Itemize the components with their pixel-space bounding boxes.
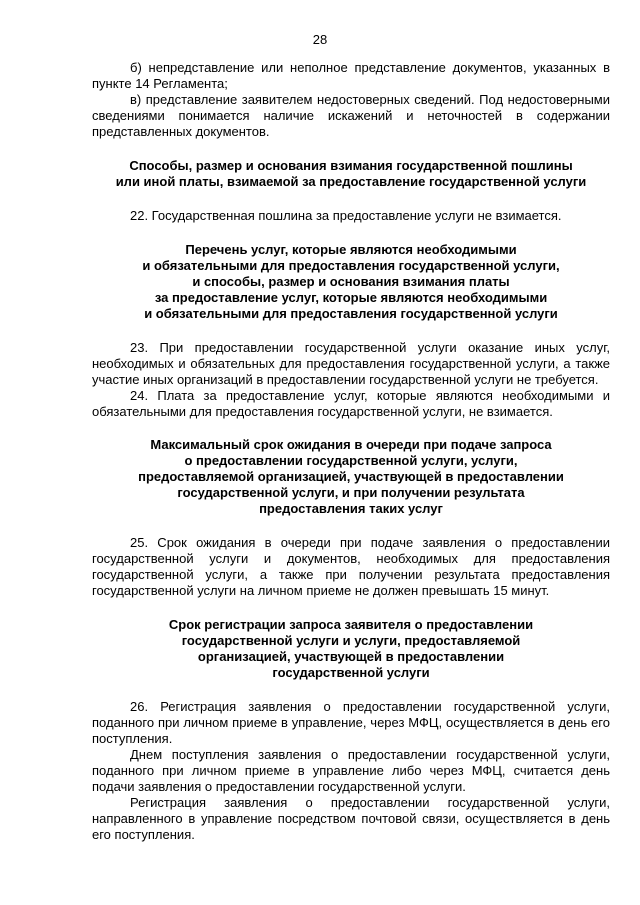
paragraph-25: 25. Срок ожидания в очереди при подаче заявления о предоставлении государственной услуги и документов, необходимых для предоставления государственной услуги, а также при получении результата предоставления государственной услуги на личном приеме не должен превышать 15 минут. (92, 535, 610, 598)
heading-line: Перечень услуг, которые являются необходимыми (185, 242, 517, 257)
paragraph-26: 26. Регистрация заявления о предоставлении государственной услуги, поданного при личном приеме в управление, через МФЦ, осуществляется в день его поступления. (92, 699, 610, 746)
page-number: 28 (312, 32, 328, 47)
heading-line: о предоставлении государственной услуги, услуги, (184, 453, 518, 468)
heading-registration-time (92, 617, 610, 681)
heading-line: предоставляемой организацией, участвующей в предоставлении (138, 469, 564, 484)
heading-fees (92, 158, 610, 190)
heading-line: и способы, размер и основания взимания платы (192, 274, 510, 289)
heading-line: Срок регистрации запроса заявителя о предоставлении (168, 617, 534, 632)
paragraph-24: 24. Плата за предоставление услуг, которые являются необходимыми и обязательными для предоставления государственной услуги, не взимается. (92, 388, 610, 419)
heading-line: Максимальный срок ожидания в очереди при подаче запроса (150, 437, 552, 452)
heading-line: государственной услуги, и при получении результата (177, 485, 525, 500)
paragraph-23: 23. При предоставлении государственной услуги оказание иных услуг, необходимых и обязательных для предоставления государственной услуги, а также участие иных организаций в предоставлении государственной услуги не требуется. (92, 340, 610, 387)
heading-line: предоставления таких услуг (259, 501, 443, 516)
heading-line: и обязательными для предоставления государственной услуги, (142, 258, 560, 273)
paragraph-26-receipt-day: Днем поступления заявления о предоставлении государственной услуги, поданного при личном приеме в управление либо через МФЦ, считается день подачи заявления о предоставлении государственной услуги. (92, 747, 610, 794)
heading-line: государственной услуги и услуги, предоставляемой (181, 633, 521, 648)
paragraph-b: б) непредставление или неполное представление документов, указанных в пункте 14 Регламента; (92, 60, 610, 91)
heading-line: государственной услуги (272, 665, 430, 680)
heading-queue-time (92, 437, 610, 517)
document-body (92, 60, 610, 843)
heading-line: или иной платы, взимаемой за предоставление государственной услуги (115, 174, 587, 189)
heading-line: организацией, участвующей в предоставлении (197, 649, 505, 664)
paragraph-26-postal: Регистрация заявления о предоставлении государственной услуги, направленного в управление посредством почтовой связи, осуществляется в день его поступления. (92, 795, 610, 842)
heading-line: Способы, размер и основания взимания государственной пошлины (129, 158, 573, 173)
paragraph-v: в) представление заявителем недостоверных сведений. Под недостоверными сведениями понимается наличие искажений и неточностей в содержании представленных документов. (92, 92, 610, 139)
heading-required-services (92, 242, 610, 322)
heading-line: за предоставление услуг, которые являются необходимыми (154, 290, 548, 305)
heading-line: и обязательными для предоставления государственной услуги (144, 306, 558, 321)
paragraph-22: 22. Государственная пошлина за предоставление услуги не взимается. (130, 208, 562, 223)
